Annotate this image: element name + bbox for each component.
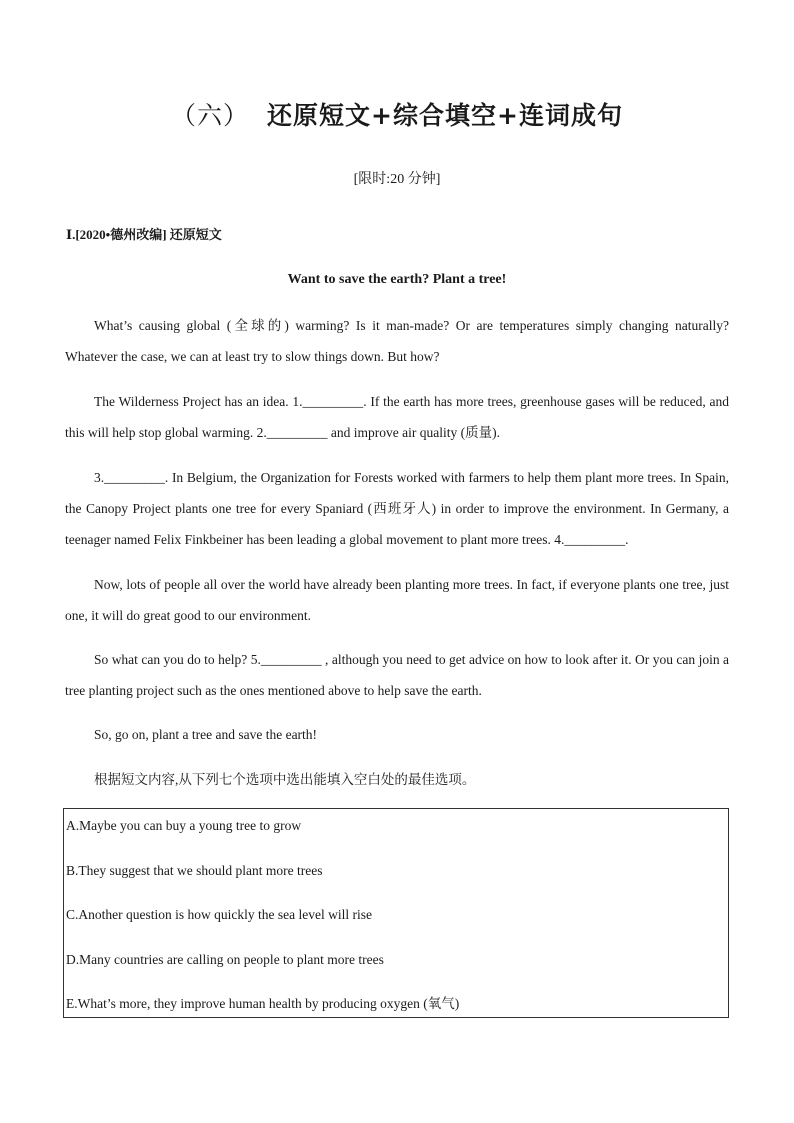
title-prefix: （六） xyxy=(171,101,250,130)
option-c: C.Another question is how quickly the sea level will rise xyxy=(66,907,372,922)
option-a: A.Maybe you can buy a young tree to grow xyxy=(66,818,302,833)
option-e: E.What’s more, they improve human health by producing oxygen (氧气) xyxy=(66,996,460,1011)
paragraph-6: So, go on, plant a tree and save the earth! xyxy=(94,727,318,742)
section-heading: Ⅰ.[2020•德州改编] 还原短文 xyxy=(66,227,222,242)
page-title xyxy=(0,96,794,132)
paragraph-3: 3._________. In Belgium, the Organization for Forests worked with farmers to help them plant more trees. In Spain, the Canopy Project plants one tree for every Spaniard (西班牙人) in order to improve the environment. In Germany, a teenager named Felix Finkbeiner has been leading a global movement to plant more trees. 4._________. xyxy=(65,470,729,547)
title-text: 还原短文+综合填空+连词成句 xyxy=(267,101,623,130)
paragraph-5: So what can you do to help? 5._________ , although you need to get advice on how to look after it. Or you can join a tree planting project such as the ones mentioned above to help save the earth. xyxy=(65,652,729,698)
passage-title: Want to save the earth? Plant a tree! xyxy=(287,272,507,287)
paragraph-4: Now, lots of people all over the world have already been planting more trees. In fact, if everyone plants one tree, just one, it will do great good to our environment. xyxy=(65,577,729,623)
time-limit: [限时:20 分钟] xyxy=(353,172,441,187)
paragraph-1: What’s causing global (全球的) warming? Is it man-made? Or are temperatures simply changing naturally? Whatever the case, we can at least try to slow things down. But how? xyxy=(65,318,729,364)
option-b: B.They suggest that we should plant more trees xyxy=(66,862,323,878)
instruction: 根据短文内容,从下列七个选项中选出能填入空白处的最佳选项。 xyxy=(94,772,476,787)
paragraph-2: The Wilderness Project has an idea. 1._________. If the earth has more trees, greenhouse gases will be reduced, and this will help stop global warming. 2._________ and improve air quality (质量). xyxy=(65,394,729,440)
option-d: D.Many countries are calling on people to plant more trees xyxy=(66,951,384,967)
options-box xyxy=(63,808,729,1018)
